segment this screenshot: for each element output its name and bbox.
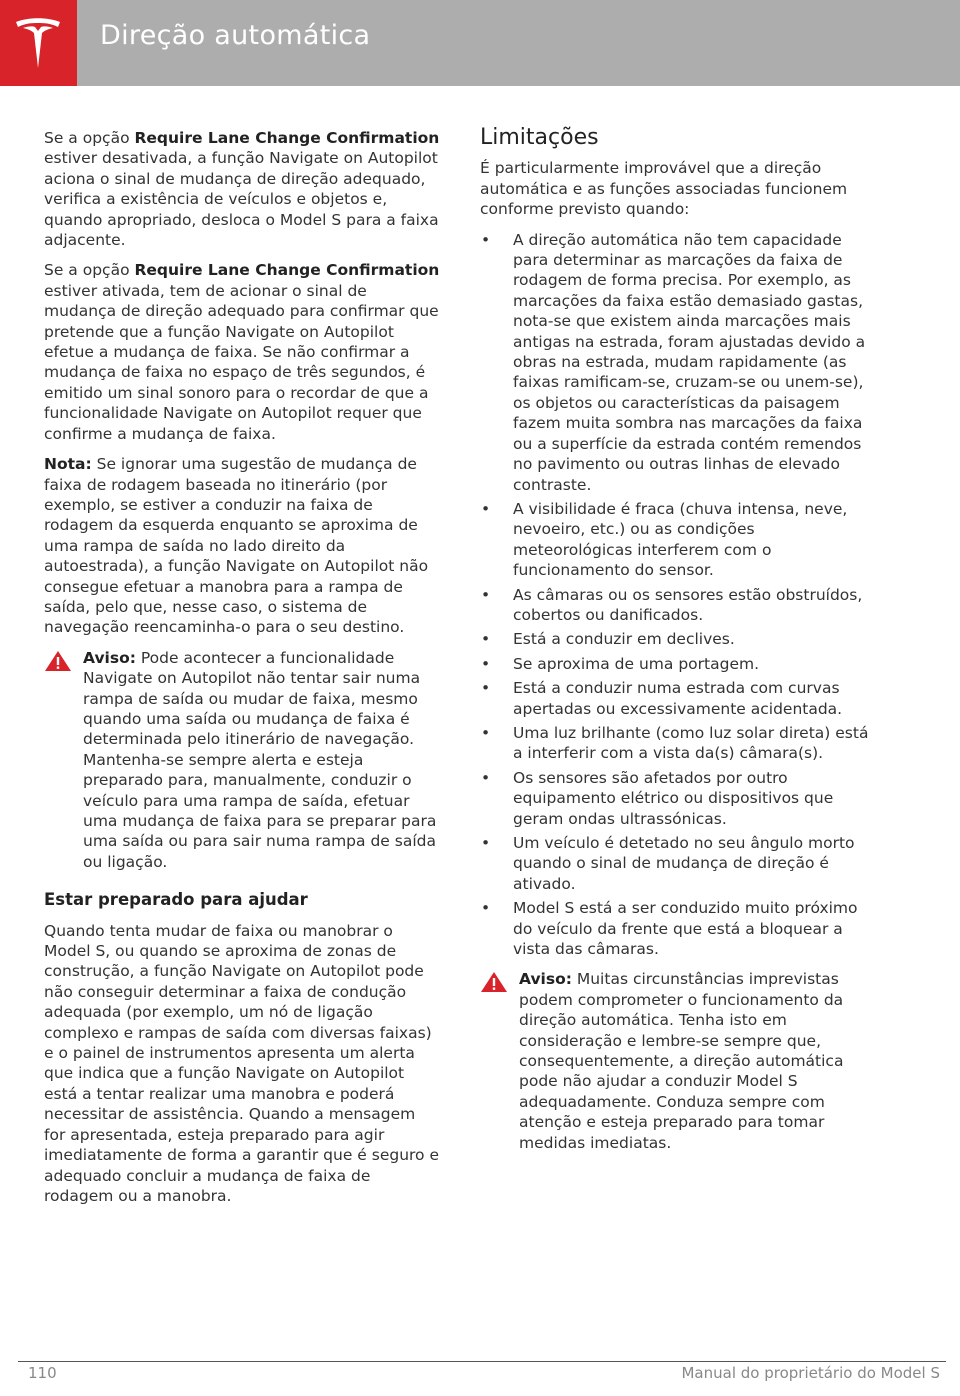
list-item: • Os sensores são afetados por outro equipamento elétrico ou dispositivos que geram ondas ultrassónicas. — [481, 768, 834, 828]
paragraph-be-prepared: Quando tenta mudar de faixa ou manobrar o Model S, ou quando se aproxima de zonas de construção, a função Navigate on Autopilot pode não conseguir determinar a faixa de condução adequada (por exemplo, um nó de ligação complexo e rampas de saída com diversas faixas) e o painel de instrumentos apresenta um alerta que indica que a função Navigate on Autopilot está a tentar realizar uma manobra e poderá necessitar de assistência. Quando a mensagem for apresentada, esteja preparado para agir imediatamente de forma a garantir que é seguro e adequado concluir a mudança de faixa de rodagem ou a manobra. — [44, 921, 440, 1205]
list-item: • As câmaras ou os sensores estão obstruídos, cobertos ou danificados. — [481, 585, 863, 624]
warning-triangle-icon — [480, 971, 508, 993]
tesla-logo-icon — [14, 16, 62, 72]
limitations-heading: Limitações — [480, 125, 599, 150]
paragraph-lane-change-disabled: Se a opção Require Lane Change Confirmation estiver desativada, a função Navigate on Autopilot aciona o sinal de mudança de direção adequado, verifica a existência de veículos e objetos e, quando apropriado, desloca o Model S para a faixa adjacente. — [44, 129, 440, 250]
manual-title: Manual do proprietário do Model S — [681, 1364, 940, 1382]
list-item: • Model S está a ser conduzido muito próximo do veículo da frente que está a bloquear a vista das câmaras. — [481, 899, 858, 959]
option-name: Require Lane Change Confirmation — [134, 261, 440, 280]
list-item: • Um veículo é detetado no seu ângulo morto quando o sinal de mudança de direção é ativado. — [481, 834, 855, 893]
list-item: • A visibilidade é fraca (chuva intensa, neve, nevoeiro, etc.) ou as condições meteorológicas interferem com o funcionamento do sensor. — [481, 499, 848, 580]
right-column — [480, 125, 878, 1165]
list-item: • Uma luz brilhante (como luz solar direta) está a interferir com a vista da(s) câmara(s). — [481, 723, 869, 763]
limitations-list — [480, 230, 878, 960]
page-header — [0, 0, 960, 86]
note-label: Nota: — [44, 455, 92, 474]
paragraph-lane-change-enabled: Se a opção Require Lane Change Confirmation estiver ativada, tem de acionar o sinal de mudança de direção adequado para confirmar que pretende que a função Navigate on Autopilot efetue a mudança de faixa. Se não confirmar a mudança de faixa no espaço de três segundos, é emitido um sinal sonoro para o recordar de que a funcionalidade Navigate on Autopilot requer que confirme a mudança de faixa. — [44, 261, 440, 443]
warning-block: Aviso: Muitas circunstâncias imprevistas podem comprometer o funcionamento da direção automática. Tenha isto em consideração e lembre-se sempre que, consequentemente, a direção automática pode não ajudar a conduzir Model S adequadamente. Conduza sempre com atenção e esteja preparado para tomar medidas imediatas. — [480, 969, 878, 1153]
warning-label: Aviso: — [83, 648, 136, 667]
list-item: • A direção automática não tem capacidade para determinar as marcações da faixa de rodagem de forma precisa. Por exemplo, as marcações da faixa estão demasiado gastas, nota-se que existem ainda marcações mais antigas na estrada, foram ajustadas devido a obras na estrada, mudam rapidamente (as faixas ramificam-se, cruzam-se ou unem-se), os objetos ou características da paisagem fazem muita sombra nas marcações da faixa ou a superfície da estrada contém remendos no pavimento ou outras linhas de elevado contraste. — [481, 230, 866, 494]
note-paragraph: Nota: Se ignorar uma sugestão de mudança de faixa de rodagem baseada no itinerário (por exemplo, se estiver a conduzir na faixa de rodagem da esquerda enquanto se aproxima de uma rampa de saída no lado direito da autoestrada), a função Navigate on Autopilot não consegue efetuar a manobra para a rampa de saída, pelo que, nesse caso, o sistema de navegação reencaminha-o para o seu destino. — [44, 455, 429, 637]
list-item: • Está a conduzir em declives. — [481, 630, 735, 649]
option-name: Require Lane Change Confirmation — [134, 129, 440, 147]
footer-divider — [18, 1361, 946, 1362]
warning-label: Aviso: — [519, 970, 572, 989]
page-number: 110 — [28, 1364, 57, 1382]
page-title: Direção automática — [100, 20, 371, 51]
logo-box — [0, 0, 77, 86]
warning-block: Aviso: Pode acontecer a funcionalidade Navigate on Autopilot não tentar sair numa rampa de saída ou mudar de faixa, mesmo quando uma saída ou mudança de faixa é determinada pelo itinerário de navegação. Mantenha-se sempre alerta e esteja preparado para, manualmente, conduzir o veículo para uma rampa de saída, efetuar uma mudança de faixa para se preparar para uma saída ou para sair numa rampa de saída ou ligação. — [44, 648, 440, 872]
limitations-intro: É particularmente improvável que a direção automática e as funções associadas funcionem conforme previsto quando: — [480, 159, 848, 219]
section-heading: Estar preparado para ajudar — [44, 890, 308, 910]
list-item: • Se aproxima de uma portagem. — [481, 654, 760, 673]
list-item: • Está a conduzir numa estrada com curvas apertadas ou excessivamente acidentada. — [481, 679, 843, 718]
warning-triangle-icon — [44, 650, 72, 672]
left-column — [44, 128, 440, 1216]
